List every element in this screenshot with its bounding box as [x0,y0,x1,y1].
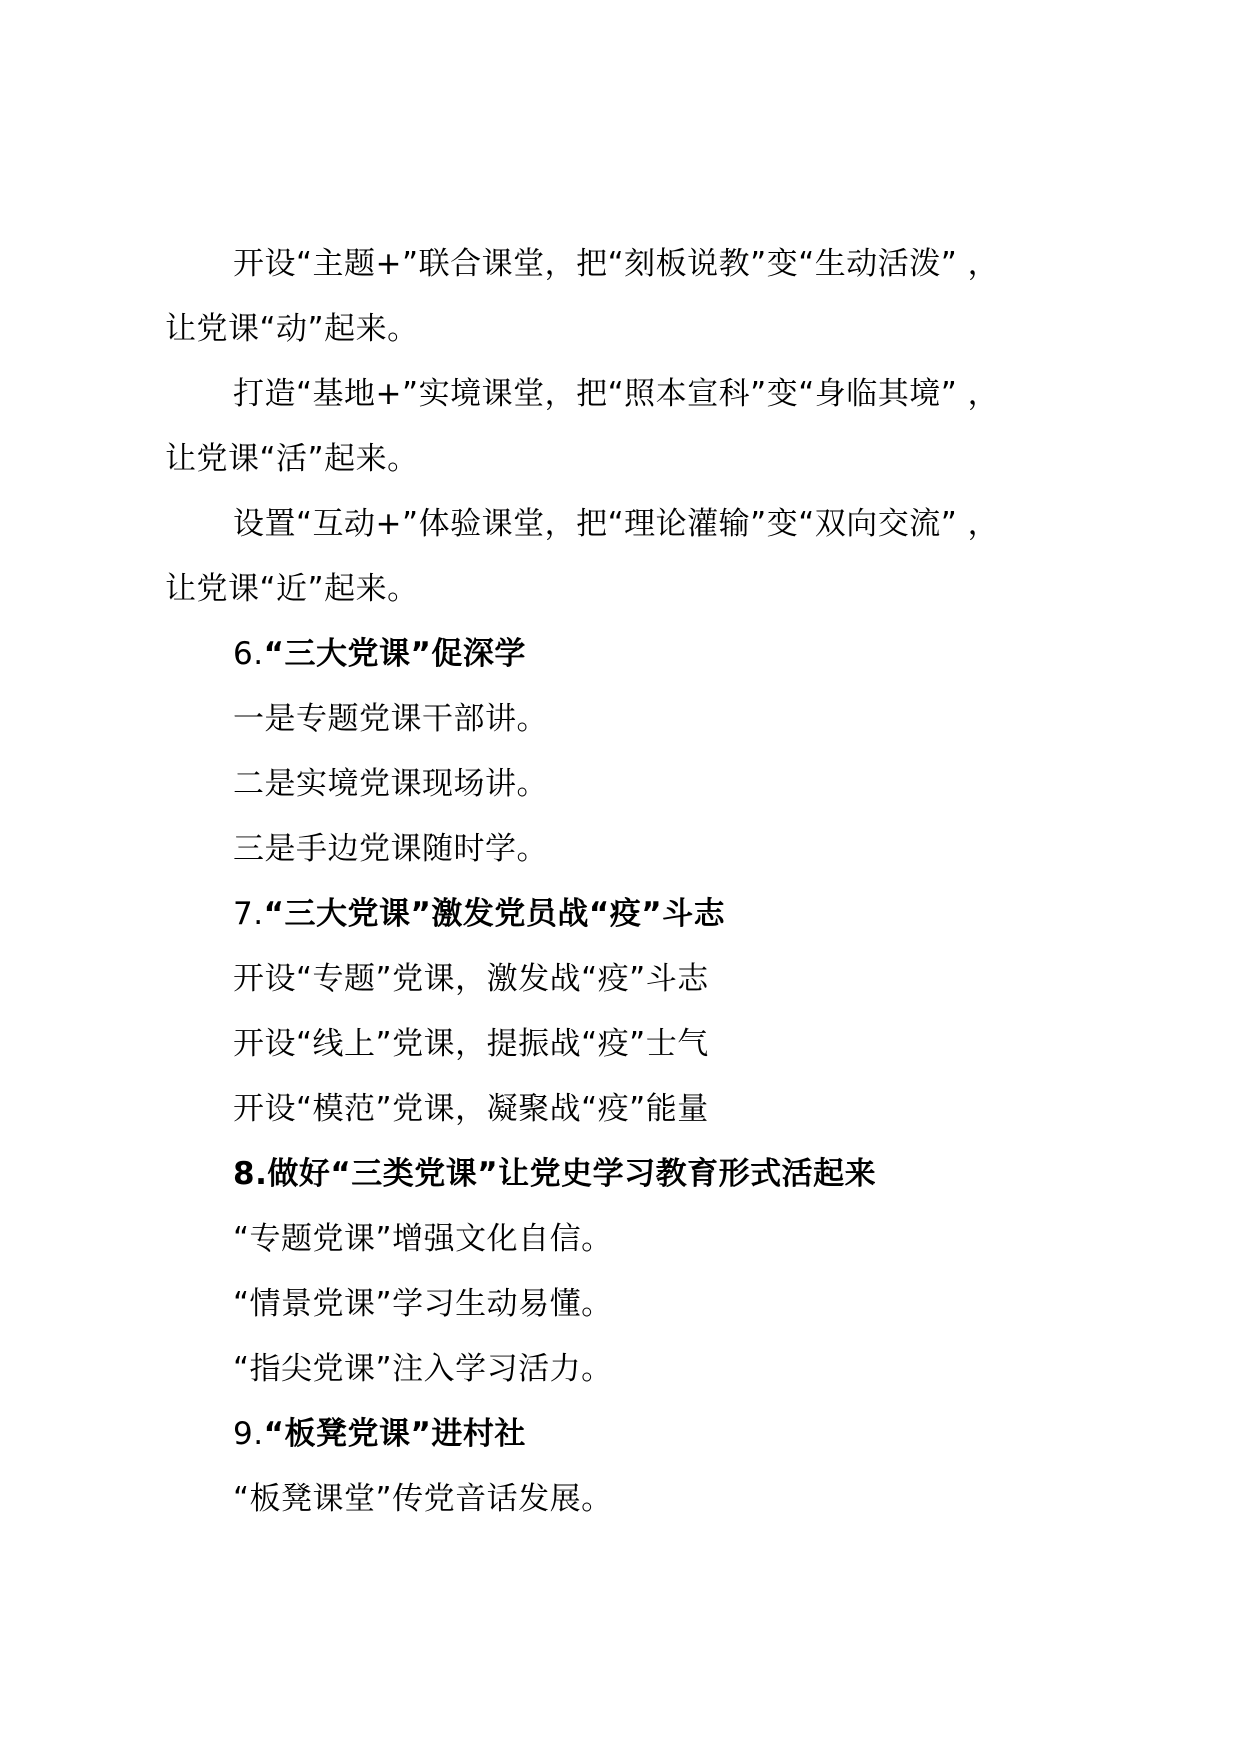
section-title: 做好“三类党课”让党史学习教育形式活起来 [267,1156,877,1192]
paragraph-line: 让党课“近”起来。 [165,571,419,607]
section-heading-9 [165,1402,1120,1467]
list-item: 三是手边党课随时学。 [233,831,548,867]
paragraph-line: 让党课“活”起来。 [165,441,419,477]
paragraph-line: 让党课“动”起来。 [165,311,419,347]
paragraph-line: 开设“主题+”联合课堂，把“刻板说教”变“生动活泼” ， [233,246,1000,282]
list-item: 二是实境党课现场讲。 [233,766,548,802]
section-number: 6. [233,636,264,672]
paragraph-3 [165,492,1120,622]
section-title: “三大党课”促深学 [263,636,526,672]
list-item: “情景党课”学习生动易懂。 [233,1286,613,1322]
list-item: 开设“专题”党课，激发战“疫”斗志 [233,961,709,997]
paragraph-2 [165,362,1120,492]
section-heading-6 [165,622,1120,687]
section-heading-8 [165,1142,1120,1207]
list-item: 开设“模范”党课，凝聚战“疫”能量 [233,1091,709,1127]
section-number: 8. [233,1156,268,1192]
list-item: “专题党课”增强文化自信。 [233,1221,613,1257]
list-item: 开设“线上”党课，提振战“疫”士气 [233,1026,709,1062]
section-heading-7 [165,882,1120,947]
list-item: 一是专题党课干部讲。 [233,701,548,737]
list-item: “指尖党课”注入学习活力。 [233,1351,613,1387]
section-title: “三大党课”激发党员战“疫”斗志 [263,896,726,932]
paragraph-line: 设置“互动+”体验课堂，把“理论灌输”变“双向交流” ， [233,506,1000,542]
document-body [165,232,1120,1532]
section-number: 7. [233,896,264,932]
section-number: 9. [233,1416,264,1452]
list-item: “板凳课堂”传党音话发展。 [233,1481,613,1517]
section-title: “板凳党课”进村社 [263,1416,526,1452]
paragraph-1 [165,232,1120,362]
paragraph-line: 打造“基地+”实境课堂，把“照本宣科”变“身临其境” ， [233,376,1000,412]
